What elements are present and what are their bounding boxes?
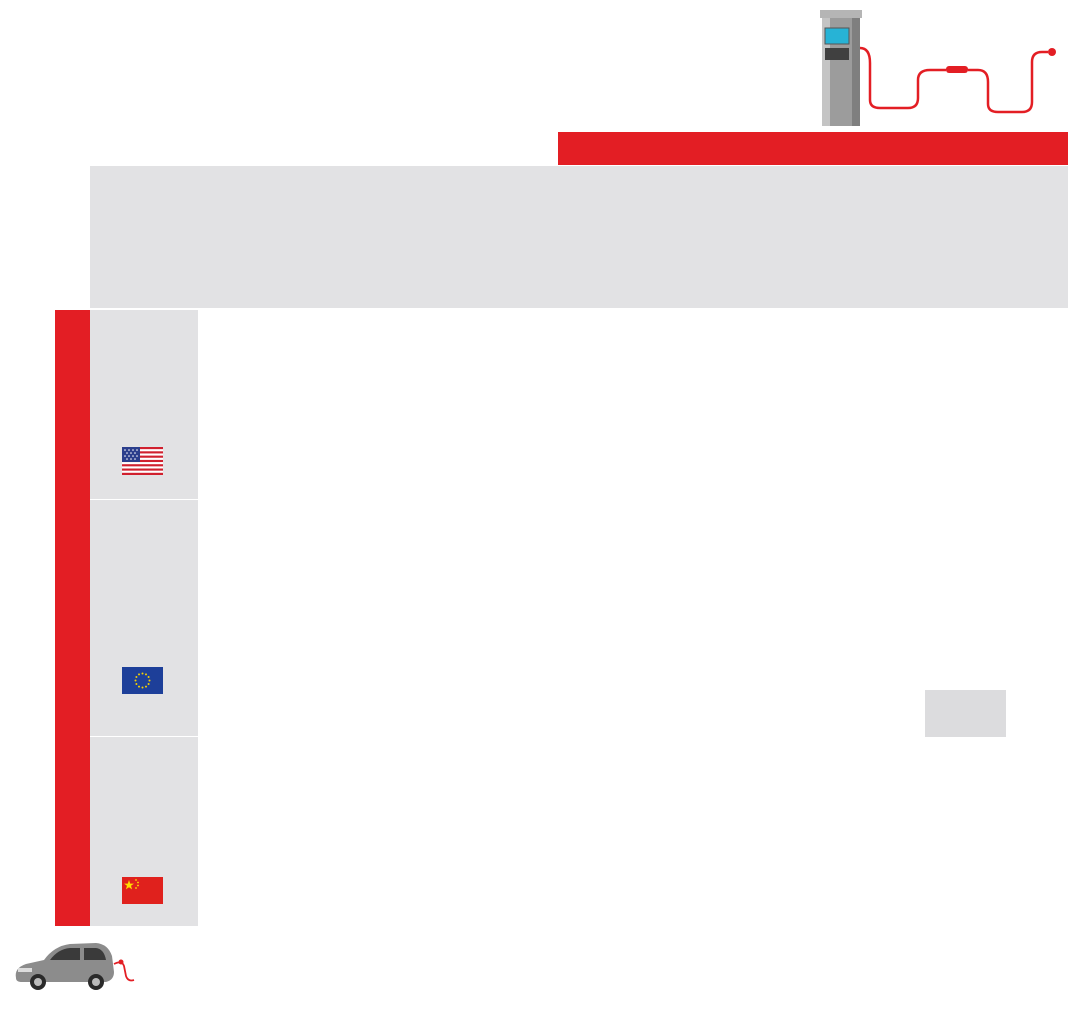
header-gbt [816,166,870,308]
china-flag-icon [122,877,163,904]
header-length [748,166,816,308]
header-current-capacity [388,166,483,308]
side-a-vehicle-label [56,310,91,926]
header-number-of-phases [483,166,558,308]
header-jacket-color [626,166,748,308]
header-spiral [925,166,1006,308]
header-type [90,166,198,308]
group-type2-cell [90,500,198,736]
usa-flag-icon [122,447,163,475]
header-number-pieces [558,166,626,308]
eu-flag-icon [122,667,163,694]
header-charging-cable [198,166,388,308]
ac-charging-station-icon [800,8,1070,128]
electric-car-icon [10,938,140,994]
header-type2 [870,166,925,308]
header-open-end [1006,166,1068,308]
side-b-infrastructure-banner [558,132,1068,165]
spiral-not-applicable-cell [925,690,1006,737]
